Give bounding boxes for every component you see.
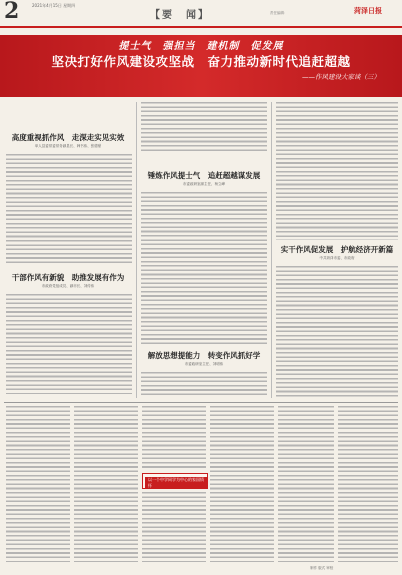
issue-date: 2021年4月15日 星期四 [32, 3, 76, 8]
headline-banner [0, 35, 402, 97]
article-1-title: 高度重视抓作风 走深走实见实效 [11, 133, 125, 142]
column-separator [136, 102, 137, 398]
article-5-body [276, 266, 398, 398]
sidebar-box [142, 473, 208, 489]
article-2-body [6, 294, 132, 394]
article-3-body [141, 192, 267, 344]
bottom-col-4 [210, 406, 274, 562]
article-5-intro [276, 102, 398, 240]
section-divider [4, 402, 398, 403]
article-3-byline: 市委政研室副主任、杨立峰 [183, 182, 225, 186]
bottom-col-3b [142, 492, 206, 562]
section-name: 【要 闻】 [150, 10, 210, 21]
article-3-title: 锤炼作风提士气 追赶超越谋发展 [147, 171, 261, 180]
column-separator [271, 102, 272, 398]
bottom-col-6 [338, 406, 398, 562]
banner-headline: 坚决打好作风建设攻坚战 奋力推动新时代追赶超越 [51, 54, 351, 69]
article-4-byline: 市委政研室主任、刘明伟 [184, 362, 224, 366]
header-rule [0, 26, 402, 28]
bottom-col-5 [278, 406, 334, 562]
banner-kicker: 提士气 强担当 建机制 促发展 [118, 41, 284, 52]
page-number: 2 [4, 0, 20, 24]
article-3-intro [141, 102, 267, 152]
bottom-col-3a [142, 406, 206, 470]
newspaper-logo: 菏泽日报 [354, 7, 382, 15]
article-2-byline: 市政府党组成员、副市长、刘传伟 [41, 284, 95, 288]
article-4-body [141, 372, 267, 398]
editor-credit: 责任编辑： [270, 11, 288, 15]
page-footer: 制作 版式 审校 [310, 566, 334, 570]
article-4-title: 解放思想提能力 转变作风抓好学 [147, 351, 261, 360]
banner-series: ——作风建设大家谈（三） [302, 73, 380, 81]
article-5-byline: 中共菏泽市委、市政府 [319, 256, 355, 260]
bottom-col-2 [74, 406, 138, 562]
article-5-title: 实干作风促发展 护航经济开新篇 [280, 245, 394, 254]
sidebar-box-title: 以一个中学同学为中心的家国情怀 [145, 477, 207, 489]
bottom-col-1 [6, 406, 70, 562]
article-1-body [6, 154, 132, 266]
article-2-title: 干部作风有新貌 助推发展有作为 [11, 273, 125, 282]
article-1-byline: 单人县委常委常务副县长、韩书伟、张德豪 [34, 144, 102, 148]
page-header [0, 0, 402, 26]
